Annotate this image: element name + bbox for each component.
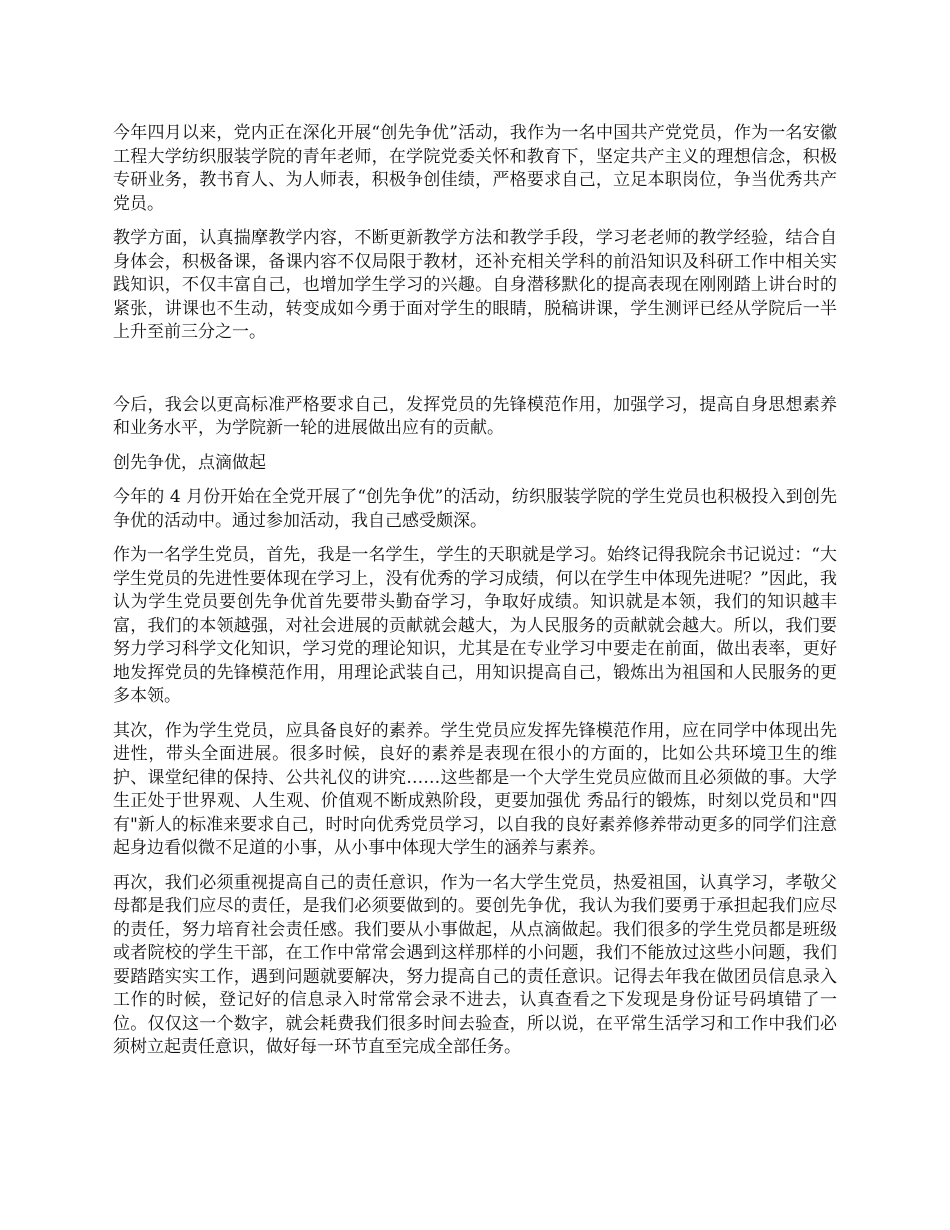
paragraph-responsibility: 再次，我们必须重视提高自己的责任意识，作为一名大学生党员，热爱祖国，认真学习，孝敬父母都是我们应尽的责任，是我们必须要做到的。要创先争优，我认为我们要勇于承担起我们应尽的责任，努力培育社会责任感。我们要从小事做起，从点滴做起。我们很多的学生党员都是班级或者院校的学生干部，在工作中常常会遇到这样那样的小问题，我们不能放过这些小问题，我们要踏踏实实工作，遇到问题就要解决，努力提高自己的责任意识。记得去年我在做团员信息录入工作的时候，登记好的信息录入时常常会录不进去，认真查看之下发现是身份证号码填错了一位。仅仅这一个数字，就会耗费我们很多时间去验查，所以说，在平常生活学习和工作中我们必须树立起责任意识，做好每一环节直至完成全部任务。 — [113, 872, 837, 1057]
paragraph-quality: 其次，作为学生党员，应具备良好的素养。学生党员应发挥先锋模范作用，应在同学中体现出先进性，带头全面进展。很多时候，良好的素养是表现在很小的方面的，比如公共环境卫生的维护、课堂纪律的保持、公共礼仪的讲究……这些都是一个大学生党员应做而且必须做的事。大学生正处于世界观、人生观、价值观不断成熟阶段，更要加强优 秀品行的锻炼，时刻以党员和"四有"新人的标准来要求自己，时时向优秀党员学习，以自我的良好素养修养带动更多的同学们注意起身边看似微不足道的小事，从小事中体现大学生的涵养与素养。 — [113, 720, 837, 858]
paragraph-study: 作为一名学生党员，首先，我是一名学生，学生的天职就是学习。始终记得我院余书记说过：“大学生党员的先进性要体现在学习上，没有优秀的学习成绩，何以在学生中体现先进呢？”因此，我认为学生党员要创先争优首先要带头勤奋学习，争取好成绩。知识就是本领，我们的知识越丰富，我们的本领越强，对社会进展的贡献就会越大，为人民服务的贡献就会越大。所以，我们要努力学习科学文化知识，学习党的理论知识，尤其是在专业学习中要走在前面，做出表率，更好地发挥党员的先锋模范作用，用理论武装自己，用知识提高自己，锻炼出为祖国和人民服务的更多本领。 — [113, 545, 837, 706]
paragraph-future: 今后，我会以更高标准严格要求自己，发挥党员的先锋模范作用，加强学习，提高自身思想素养和业务水平，为学院新一轮的进展做出应有的贡献。 — [113, 394, 837, 438]
paragraph-activity: 今年的 4 月份开始在全党开展了“创先争优”的活动，纺织服装学院的学生党员也积极投入到创先争优的活动中。通过参加活动，我自己感受颇深。 — [113, 487, 837, 531]
paragraph-gap — [113, 356, 837, 394]
section-heading: 创先争优，点滴做起 — [113, 452, 266, 473]
paragraph-teaching: 教学方面，认真揣摩教学内容，不断更新教学方法和教学手段，学习老老师的教学经验，结合自身体会，积极备课，备课内容不仅局限于教材，还补充相关学科的前沿知识及科研工作中相关实践知识，不仅丰富自己，也增加学生学习的兴趣。自身潜移默化的提高表现在刚刚踏上讲台时的紧张，讲课也不生动，转变成如今勇于面对学生的眼睛，脱稿讲课，学生测评已经从学院后一半上升至前三分之一。 — [113, 228, 837, 342]
paragraph-intro: 今年四月以来，党内正在深化开展“创先争优”活动，我作为一名中国共产党党员，作为一名安徽工程大学纺织服装学院的青年老师，在学院党委关怀和教育下，坚定共产主义的理想信念，积极专研业务，教书育人、为人师表，积极争创佳绩，严格要求自己，立足本职岗位，争当优秀共产党员。 — [113, 123, 837, 214]
document-page — [113, 122, 837, 1071]
